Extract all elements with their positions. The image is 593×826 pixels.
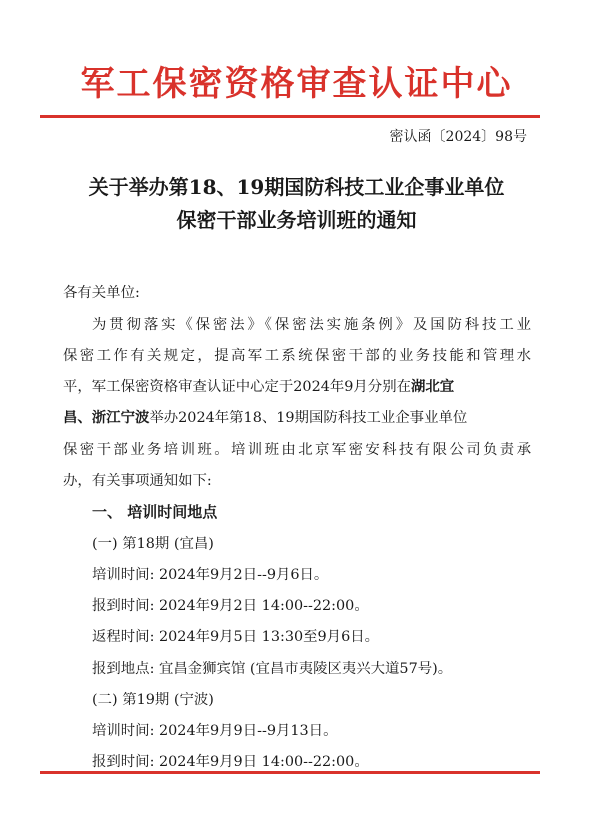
header-red-rule xyxy=(40,115,540,118)
notice-title-line-2: 保密干部业务培训班的通知 xyxy=(176,208,417,232)
paragraph-line xyxy=(63,377,454,397)
report-time: 报到时间: 2024年9月9日 14:00--22:00。 xyxy=(92,754,369,770)
paragraph-line: 办，有关事项通知如下: xyxy=(63,473,212,489)
training-time: 培训时间: 2024年9月9日--9月13日。 xyxy=(92,723,338,739)
location-highlight: 湖北宜 xyxy=(410,378,455,395)
report-time: 报到时间: 2024年9月2日 14:00--22:00。 xyxy=(92,598,369,614)
paragraph-text: 举办2024年第18、19期国防科技工业企事业单位 xyxy=(149,410,468,426)
subsection-heading: (二) 第19期 (宁波) xyxy=(92,692,214,708)
document-number: 密认函〔2024〕98号 xyxy=(389,129,527,145)
subsection-heading: (一) 第18期 (宜昌) xyxy=(92,536,214,552)
notice-title-line-1: 关于举办第18、19期国防科技工业企事业单位 xyxy=(88,175,505,199)
salutation: 各有关单位: xyxy=(63,285,140,301)
paragraph-line: 为贯彻落实《保密法》《保密法实施条例》及国防科技工业 xyxy=(92,317,531,333)
footer-red-rule xyxy=(40,771,540,774)
location-highlight: 昌、浙江宁波 xyxy=(63,409,150,426)
paragraph-line xyxy=(63,408,467,428)
return-time: 返程时间: 2024年9月5日 13:30至9月6日。 xyxy=(92,629,380,645)
paragraph-line: 保密干部业务培训班。培训班由北京军密安科技有限公司负责承 xyxy=(63,442,531,458)
training-time: 培训时间: 2024年9月2日--9月6日。 xyxy=(92,567,329,583)
report-place: 报到地点: 宜昌金狮宾馆 (宜昌市夷陵区夷兴大道57号)。 xyxy=(92,661,453,677)
org-header-title: 军工保密资格审查认证中心 xyxy=(80,64,513,104)
paragraph-line: 保密工作有关规定，提高军工系统保密干部的业务技能和管理水 xyxy=(63,348,531,364)
section-heading: 一、 培训时间地点 xyxy=(92,503,218,521)
paragraph-text: 平，军工保密资格审查认证中心定于2024年9月分别在 xyxy=(63,379,411,395)
